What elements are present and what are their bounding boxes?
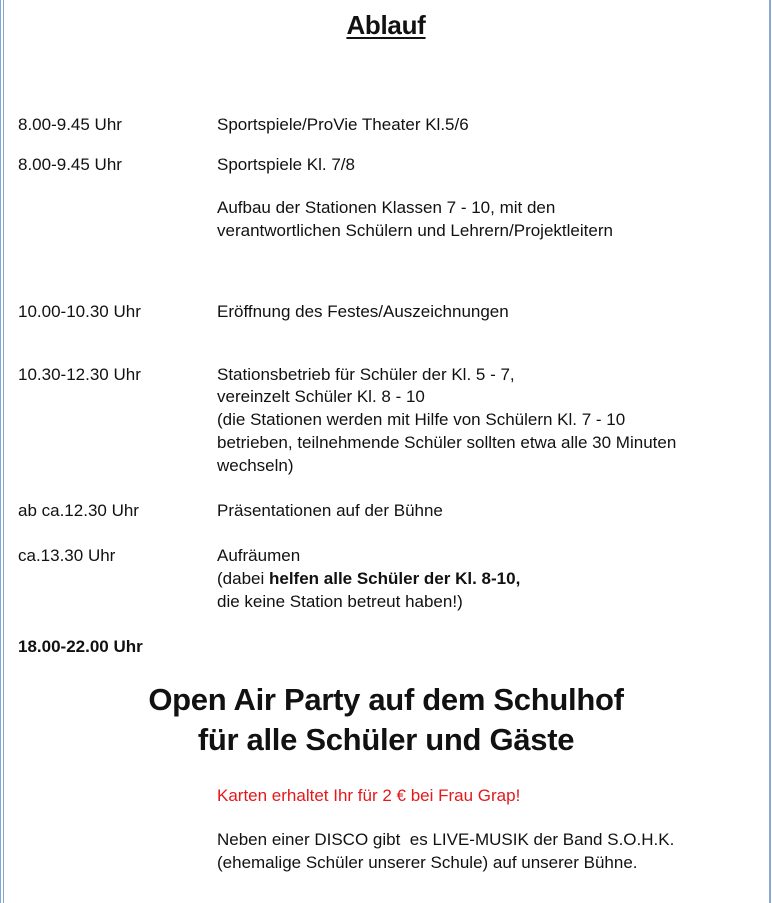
schedule-time: 10.00-10.30 Uhr — [18, 302, 141, 321]
schedule-desc: Sportspiele Kl. 7/8 — [217, 155, 355, 174]
schedule-desc: verantwortlichen Schülern und Lehrern/Projektleitern — [217, 221, 613, 240]
cleanup-note-prefix: (dabei — [217, 569, 269, 588]
schedule-time: 8.00-9.45 Uhr — [18, 115, 122, 134]
page-frame-left-inner — [3, 0, 4, 903]
schedule-time: 10.30-12.30 Uhr — [18, 365, 141, 384]
page-title: Ablauf — [346, 10, 426, 40]
cleanup-note — [217, 568, 520, 590]
schedule-desc: wechseln) — [217, 456, 294, 475]
music-note-line1: Neben einer DISCO gibt es LIVE-MUSIK der Band S.O.H.K. — [217, 830, 675, 849]
music-note-line2: (ehemalige Schüler unserer Schule) auf unserer Bühne. — [217, 853, 638, 872]
page-frame-right — [769, 0, 771, 903]
cleanup-note-line2: die keine Station betreut haben!) — [217, 592, 463, 611]
schedule-desc: Präsentationen auf der Bühne — [217, 501, 443, 520]
schedule-time: 8.00-9.45 Uhr — [18, 155, 122, 174]
schedule-time: ab ca.12.30 Uhr — [18, 501, 139, 520]
schedule-time: ca.13.30 Uhr — [18, 546, 116, 565]
schedule-desc: Sportspiele/ProVie Theater Kl.5/6 — [217, 115, 469, 134]
schedule-desc: Aufbau der Stationen Klassen 7 - 10, mit den — [217, 198, 556, 217]
schedule-desc: (die Stationen werden mit Hilfe von Schülern Kl. 7 - 10 — [217, 410, 626, 429]
schedule-desc: vereinzelt Schüler Kl. 8 - 10 — [217, 387, 425, 406]
party-heading-line2: für alle Schüler und Gäste — [197, 722, 575, 757]
page-frame-left-outer — [0, 0, 1, 903]
tickets-note: Karten erhaltet Ihr für 2 € bei Frau Grap! — [217, 786, 521, 805]
cleanup-note-bold: helfen alle Schüler der Kl. 8-10, — [268, 569, 521, 588]
schedule-desc: Aufräumen — [217, 546, 301, 565]
schedule-desc: betrieben, teilnehmende Schüler sollten etwa alle 30 Minuten — [217, 433, 677, 452]
schedule-desc: Eröffnung des Festes/Auszeichnungen — [217, 302, 509, 321]
party-heading-line1: Open Air Party auf dem Schulhof — [148, 682, 624, 717]
schedule-desc: Stationsbetrieb für Schüler der Kl. 5 - 7, — [217, 365, 515, 384]
evening-time: 18.00-22.00 Uhr — [18, 637, 143, 656]
